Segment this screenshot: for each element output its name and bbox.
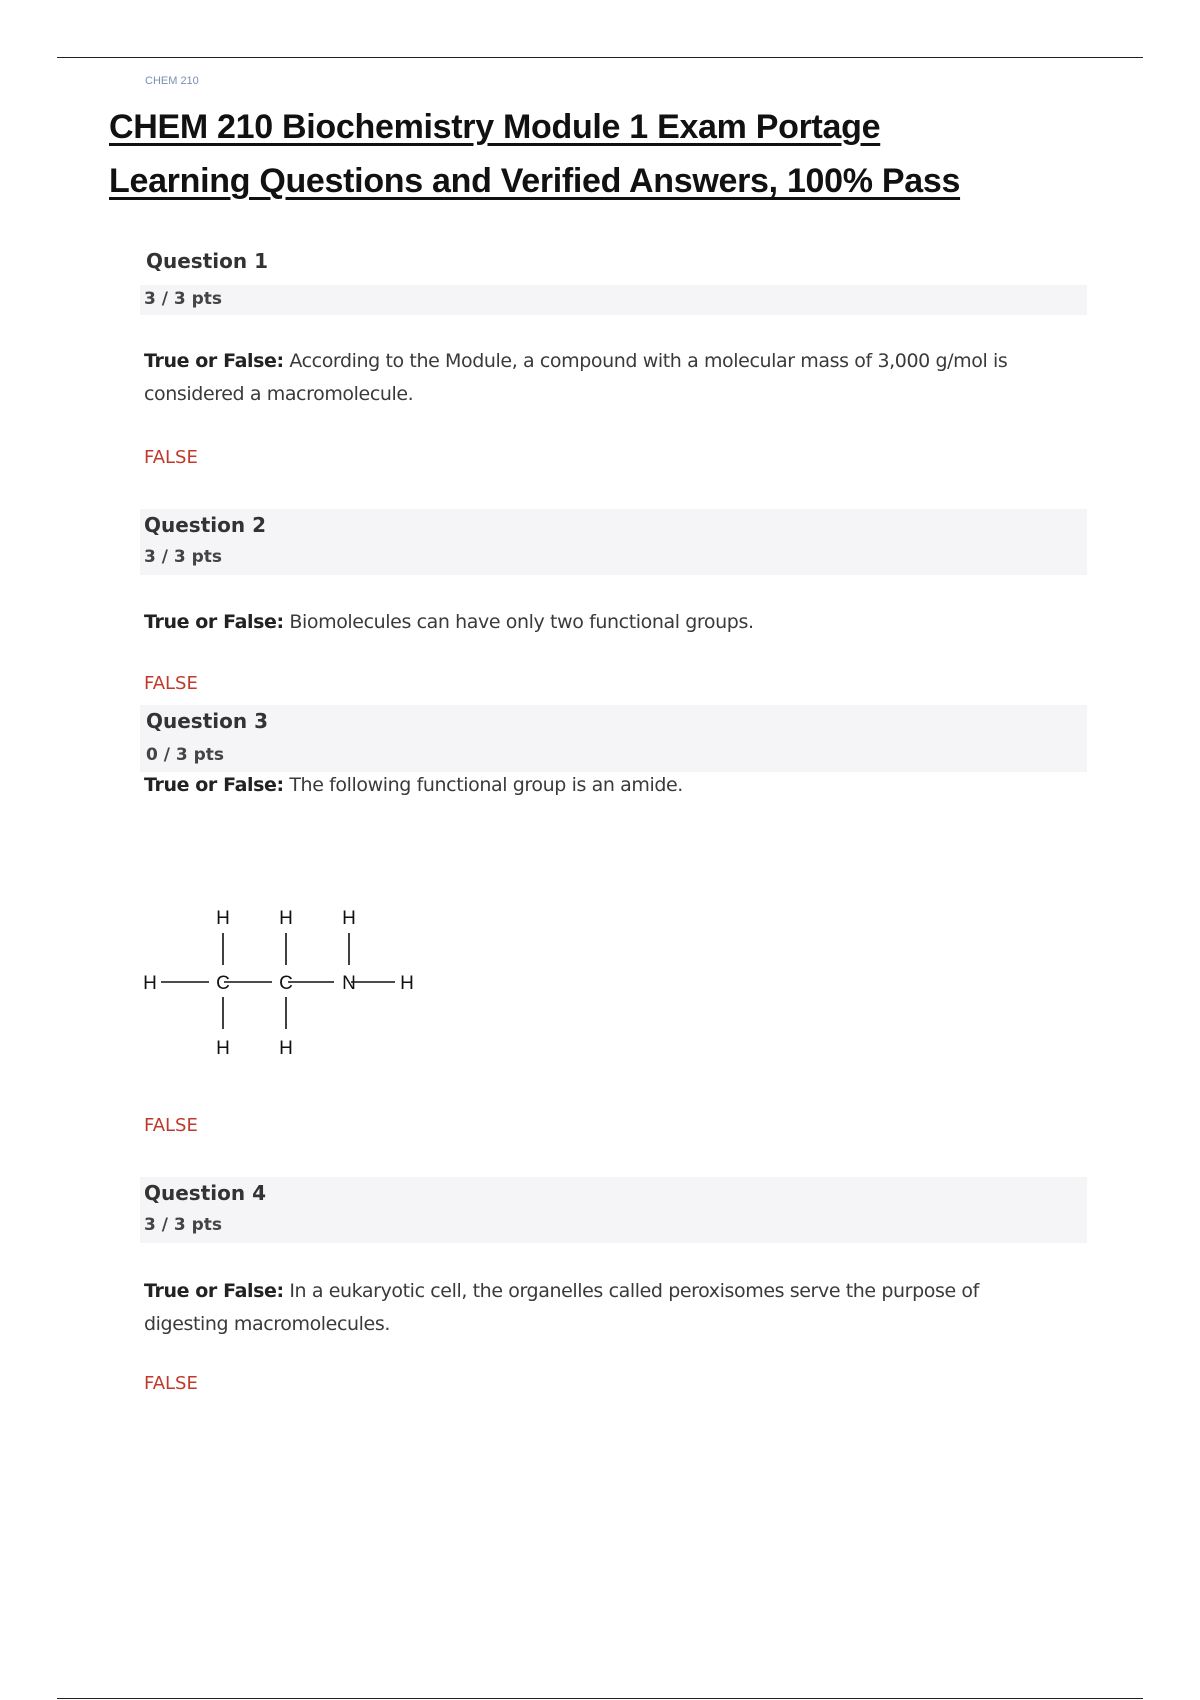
question-1-points-bar bbox=[140, 285, 1087, 315]
question-1-title: Question 1 bbox=[146, 249, 268, 273]
question-3-text bbox=[144, 769, 1064, 802]
header-course-label: CHEM 210 bbox=[145, 75, 199, 87]
question-3-points: 0 / 3 pts bbox=[146, 745, 225, 765]
document-title-line-2: Learning Questions and Verified Answers, 100% Pass bbox=[109, 162, 961, 200]
atom-h-bottom-1: H bbox=[216, 1038, 230, 1059]
document-title bbox=[109, 100, 1109, 208]
question-2-points: 3 / 3 pts bbox=[144, 547, 223, 567]
atom-n: N bbox=[342, 973, 356, 994]
question-2-answer: FALSE bbox=[144, 673, 198, 694]
question-4-answer: FALSE bbox=[144, 1373, 198, 1394]
question-4-text bbox=[144, 1275, 1064, 1341]
bottom-rule bbox=[57, 1698, 1143, 1699]
question-3-header bbox=[140, 705, 1087, 772]
question-4-lead: True or False: bbox=[144, 1280, 284, 1302]
question-1-answer: FALSE bbox=[144, 447, 198, 468]
question-2-body: Biomolecules can have only two functional groups. bbox=[289, 611, 754, 633]
document-title-line-1: CHEM 210 Biochemistry Module 1 Exam Portage bbox=[109, 108, 881, 146]
top-rule bbox=[57, 57, 1143, 58]
question-1-lead: True or False: bbox=[144, 350, 284, 372]
atom-h-top-3: H bbox=[342, 908, 356, 929]
question-1-points: 3 / 3 pts bbox=[144, 289, 223, 309]
atom-c2: C bbox=[279, 973, 293, 994]
question-3-title: Question 3 bbox=[146, 709, 268, 733]
question-2-lead: True or False: bbox=[144, 611, 284, 633]
question-2-text bbox=[144, 606, 1064, 639]
question-4-title: Question 4 bbox=[144, 1181, 266, 1205]
question-4-points: 3 / 3 pts bbox=[144, 1215, 223, 1235]
atom-h-bottom-2: H bbox=[279, 1038, 293, 1059]
atom-h-top-1: H bbox=[216, 908, 230, 929]
question-2-title: Question 2 bbox=[144, 513, 266, 537]
question-3-lead: True or False: bbox=[144, 774, 284, 796]
atom-h-top-2: H bbox=[279, 908, 293, 929]
atom-c1: C bbox=[216, 973, 230, 994]
atom-h-right: H bbox=[400, 973, 414, 994]
structural-formula-diagram bbox=[140, 895, 440, 1075]
question-4-body: In a eukaryotic cell, the organelles called peroxisomes serve the purpose of digesting macromolecules. bbox=[144, 1280, 979, 1335]
question-2-header bbox=[140, 509, 1087, 575]
atom-h-left: H bbox=[143, 973, 157, 994]
question-1-text bbox=[144, 345, 1064, 411]
question-4-header bbox=[140, 1177, 1087, 1243]
question-1-body: According to the Module, a compound with a molecular mass of 3,000 g/mol is considered a macromolecule. bbox=[144, 350, 1008, 405]
question-3-answer: FALSE bbox=[144, 1115, 198, 1136]
question-3-body: The following functional group is an amide. bbox=[289, 774, 683, 796]
